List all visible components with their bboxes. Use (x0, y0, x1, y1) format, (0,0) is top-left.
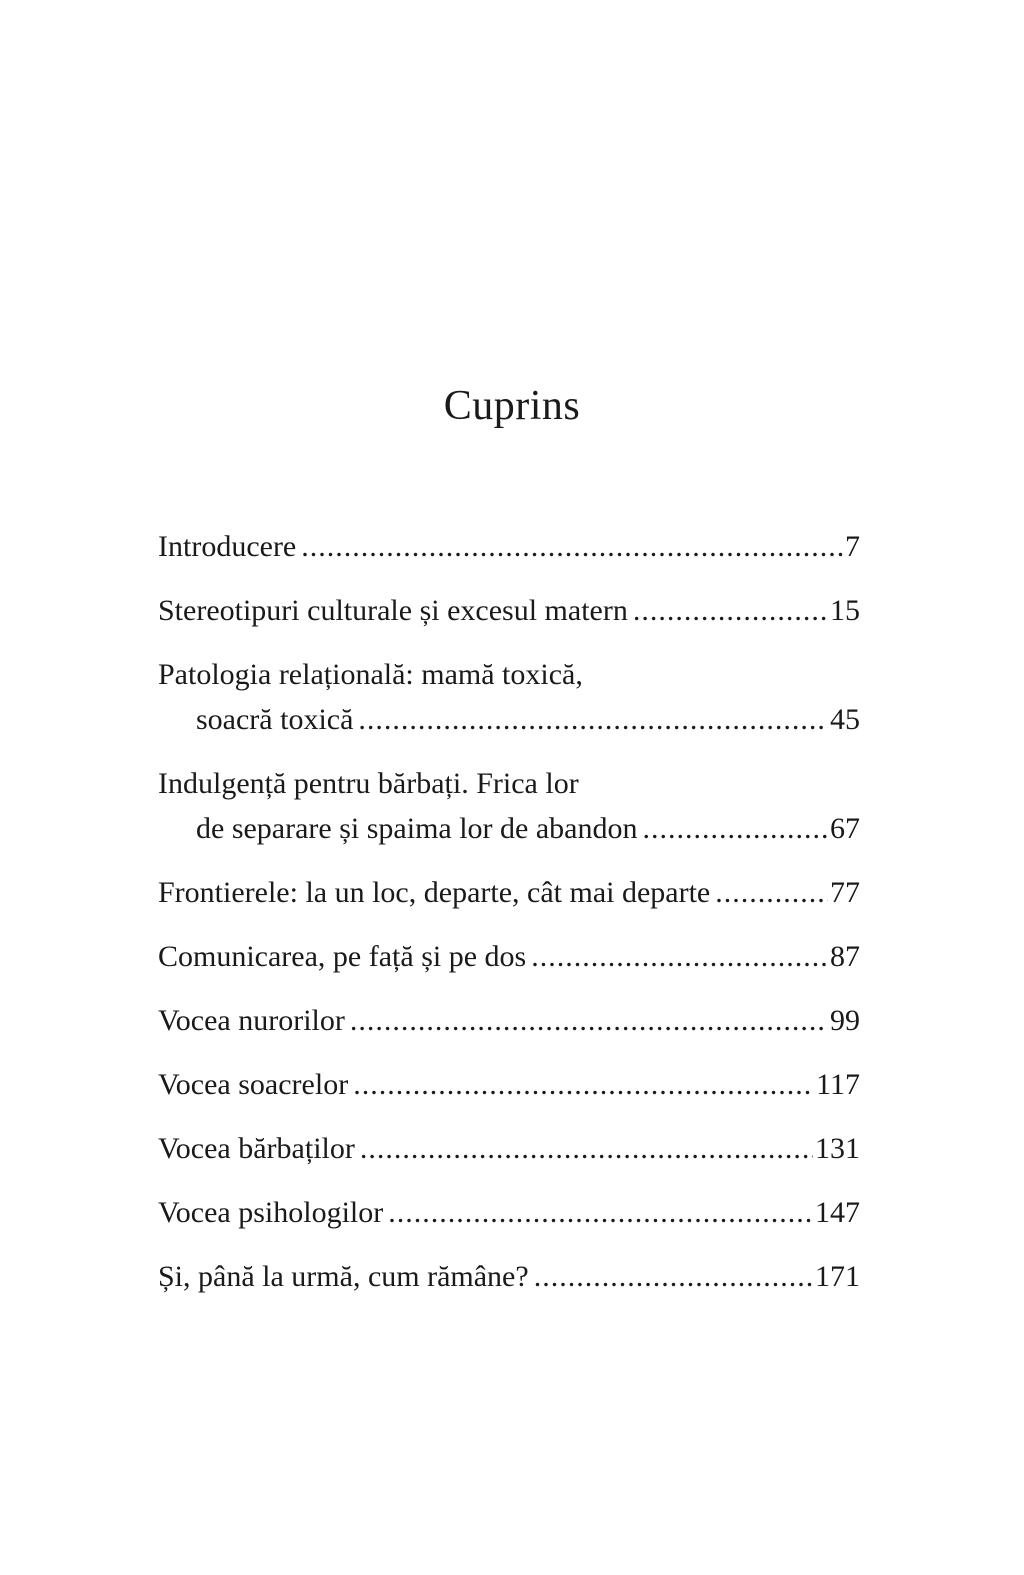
toc-line (158, 1190, 860, 1235)
toc-line (158, 998, 860, 1043)
toc-line (158, 870, 860, 915)
toc-entry-title: Vocea bărbaților (158, 1132, 355, 1165)
toc-line (158, 1062, 860, 1107)
dot-leader (633, 588, 828, 633)
toc-entry-frontierele (158, 870, 860, 915)
dot-leader (388, 1190, 813, 1235)
toc-entry-vocea-psihologilor (158, 1190, 860, 1235)
toc-line (158, 934, 860, 979)
toc-entry-title: Vocea nurorilor (158, 1004, 345, 1037)
toc-entry-si-pana-la-urma (158, 1254, 860, 1299)
dot-leader (350, 998, 828, 1043)
toc-entry-title: Și, până la urmă, cum rămâne? (158, 1260, 529, 1293)
toc-entry-title-continuation: de separare și spaima lor de abandon (196, 812, 638, 845)
table-of-contents (158, 524, 860, 1318)
toc-entry-indulgenta (158, 761, 860, 851)
toc-page-number: 87 (830, 940, 860, 973)
dot-leader (301, 524, 843, 569)
toc-line-continuation (158, 697, 860, 742)
toc-line-continuation (158, 806, 860, 851)
toc-entry-title: Comunicarea, pe față și pe dos (158, 940, 527, 973)
toc-line (158, 1126, 860, 1171)
page-title: Cuprins (443, 383, 581, 429)
toc-line (158, 524, 860, 569)
toc-entry-title: Vocea soacrelor (158, 1068, 349, 1101)
toc-entry-title-continuation: soacră toxică (196, 703, 354, 736)
toc-page-number: 117 (816, 1068, 860, 1101)
toc-page-number: 45 (830, 703, 860, 736)
dot-leader (360, 1126, 813, 1171)
dot-leader (534, 1254, 813, 1299)
toc-entry-vocea-soacrelor (158, 1062, 860, 1107)
dot-leader (358, 697, 828, 742)
toc-line (158, 588, 860, 633)
toc-page-number: 147 (815, 1196, 860, 1229)
toc-page-number: 77 (830, 876, 860, 909)
toc-line (158, 1254, 860, 1299)
toc-entry-patologia (158, 652, 860, 742)
toc-entry-title: Vocea psihologilor (158, 1196, 384, 1229)
toc-entry-vocea-barbatilor (158, 1126, 860, 1171)
toc-entry-title: Introducere (158, 530, 297, 563)
toc-entry-introducere (158, 524, 860, 569)
toc-page-number: 15 (830, 594, 860, 627)
toc-entry-title: Frontierele: la un loc, departe, cât mai departe (158, 876, 711, 909)
toc-page-number: 131 (815, 1132, 860, 1165)
toc-line (158, 652, 860, 697)
toc-entry-title: Indulgență pentru bărbați. Frica lor (158, 767, 579, 800)
dot-leader (715, 870, 828, 915)
toc-page-number: 7 (845, 530, 860, 563)
dot-leader (531, 934, 828, 979)
toc-page-number: 67 (830, 812, 860, 845)
dot-leader (643, 806, 829, 851)
toc-line (158, 761, 860, 806)
dot-leader (353, 1062, 814, 1107)
toc-entry-comunicarea (158, 934, 860, 979)
toc-entry-title: Stereotipuri culturale și excesul matern (158, 594, 628, 627)
toc-entry-vocea-nurorilor (158, 998, 860, 1043)
toc-entry-title: Patologia relațională: mamă toxică, (158, 658, 583, 691)
toc-page-number: 99 (830, 1004, 860, 1037)
toc-page-number: 171 (815, 1260, 860, 1293)
toc-entry-stereotipuri (158, 588, 860, 633)
